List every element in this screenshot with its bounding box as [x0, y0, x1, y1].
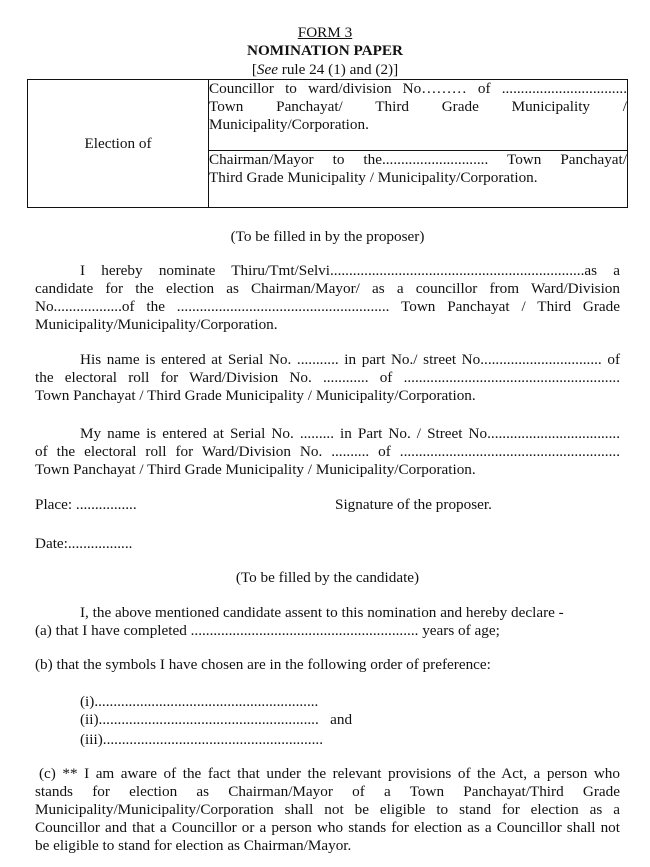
his-name-line3: Town Panchayat / Third Grade Municipality / Municipality/Corporation. [35, 387, 476, 404]
preference-2-and: and [330, 711, 353, 728]
awareness-paragraph [35, 765, 620, 855]
preference-1: (i)........................................................... [80, 693, 319, 710]
his-name-line2: the electoral roll for Ward/Division No. ............ of ......................................................... [35, 369, 620, 386]
preference-3: (iii).......................................................... [80, 731, 323, 748]
place-field: Place: ................ [35, 496, 137, 513]
nominate-line1: I hereby nominate Thiru/Tmt/Selvi...................................................................as a [80, 262, 620, 279]
candidate-heading: (To be filled by the candidate) [235, 569, 420, 586]
age-declaration: (a) that I have completed ............................................................ years of age; [35, 622, 500, 639]
my-name-paragraph [35, 425, 620, 479]
option1-line3: Municipality/Corporation. [209, 116, 369, 133]
his-name-paragraph [35, 351, 620, 405]
option1-line1: Councillor to ward/division No……… of ................................. [209, 80, 627, 97]
aware-line3: Municipality/Municipality/Corporation shall not be eligible to stand for election as a [35, 801, 620, 818]
aware-line5: be eligible to stand for election as Chairman/Mayor. [35, 837, 352, 854]
my-name-line2: of the electoral roll for Ward/Division No. .......... of .......................................................... [35, 443, 620, 460]
document-title: NOMINATION PAPER [247, 42, 403, 59]
proposer-heading: (To be filled in by the proposer) [230, 228, 425, 245]
aware-line1: (c) ** I am aware of the fact that under the relevant provisions of the Act, a person who [39, 765, 620, 782]
rule-ref-see: See [256, 61, 278, 78]
election-table [27, 79, 628, 208]
preference-2 [80, 711, 352, 729]
aware-line2: stands for election as Chairman/Mayor of a Town Panchayat/Third Grade [35, 783, 620, 800]
his-name-line1: His name is entered at Serial No. ........... in part No./ street No................................ of [80, 351, 620, 368]
my-name-line3: Town Panchayat / Third Grade Municipality / Municipality/Corporation. [35, 461, 476, 478]
date-field: Date:................. [35, 535, 133, 552]
aware-line4: Councillor and that a Councillor or a person who stands for election as a Councillor shall not [35, 819, 620, 836]
rule-ref-open: [ [251, 61, 257, 78]
proposer-signature: Signature of the proposer. [335, 496, 492, 513]
nominate-line3: No..................of the ........................................................ Town Panchayat / Third Grade [35, 298, 620, 315]
nominate-line2: candidate for the election as Chairman/Mayor/ as a councillor from Ward/Division [35, 280, 620, 297]
nominate-paragraph [35, 262, 620, 334]
option2-line1: Chairman/Mayor to the............................ Town Panchayat/ [209, 151, 627, 168]
election-option-councillor [209, 80, 628, 151]
preference-2-dots: (ii).......................................................... [80, 711, 319, 728]
election-of-label: Election of [28, 80, 209, 208]
assent-line: I, the above mentioned candidate assent to this nomination and hereby declare - [80, 604, 564, 621]
option2-line2: Third Grade Municipality / Municipality/Corporation. [209, 169, 538, 186]
option1-line2: Town Panchayat/ Third Grade Municipality / [209, 98, 627, 115]
form-number: FORM 3 [297, 24, 353, 41]
rule-ref-rest: rule 24 (1) and (2)] [277, 61, 399, 78]
rule-reference [0, 61, 650, 79]
my-name-line1: My name is entered at Serial No. ......... in Part No. / Street No................................... [80, 425, 620, 442]
election-option-chairman [209, 151, 628, 208]
nominate-line4: Municipality/Municipality/Corporation. [35, 316, 278, 333]
symbols-declaration: (b) that the symbols I have chosen are in the following order of preference: [35, 656, 491, 673]
